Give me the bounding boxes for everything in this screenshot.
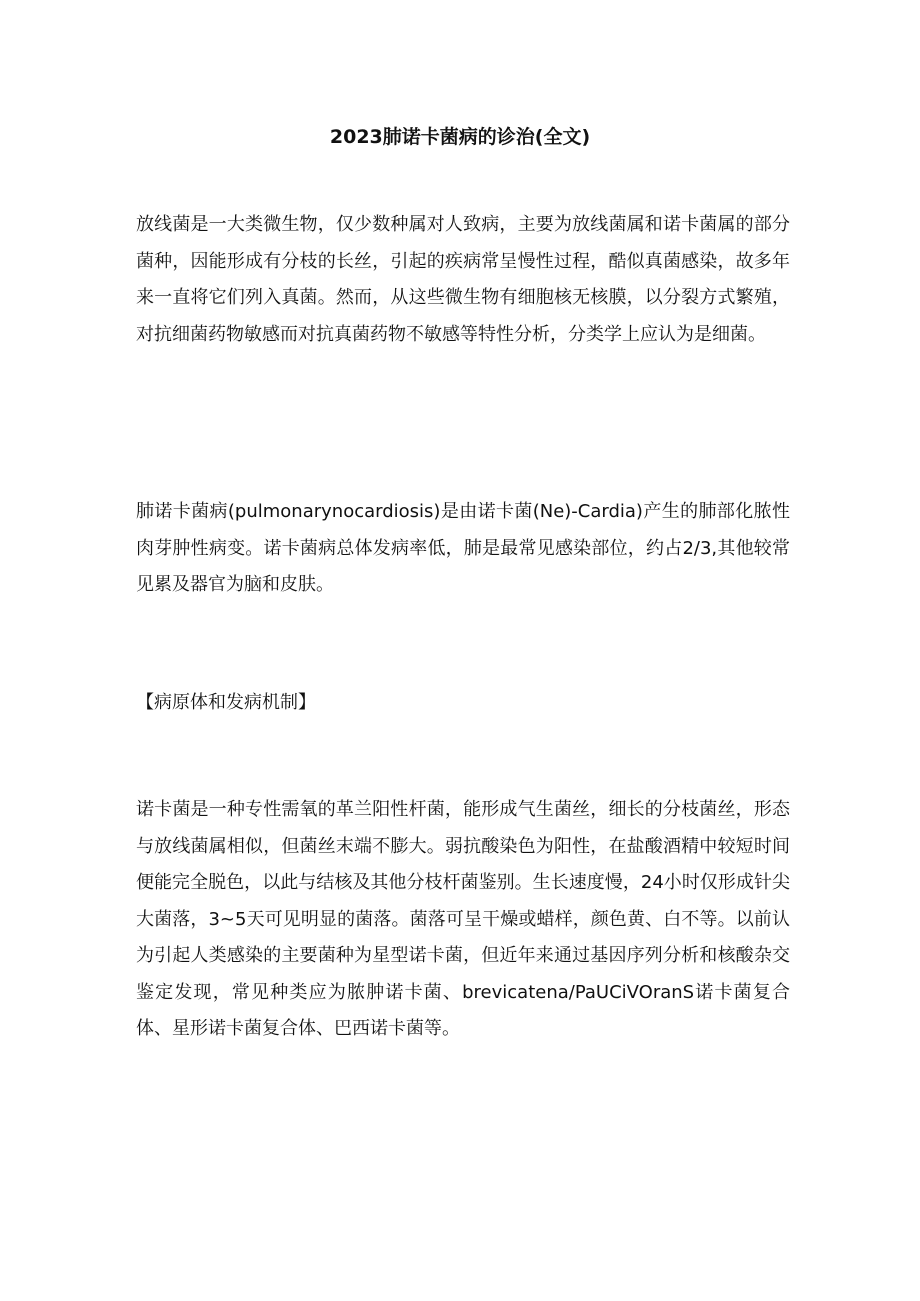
paragraph-actinomycetes-intro: 放线菌是一大类微生物，仅少数种属对人致病，主要为放线菌属和诺卡菌属的部分菌种，因能形成有分枝的长丝，引起的疾病常呈慢性过程，酷似真菌感染，故多年来一直将它们列入真菌。然而，从这些微生物有细胞核无核膜，以分裂方式繁殖，对抗细菌药物敏感而对抗真菌药物不敏感等特性分析，分类学上应认为是细菌。: [136, 214, 790, 345]
paragraph-pathogen-description: 诺卡菌是一种专性需氧的革兰阳性杆菌，能形成气生菌丝，细长的分枝菌丝，形态与放线菌属相似，但菌丝末端不膨大。弱抗酸染色为阳性，在盐酸酒精中较短时间便能完全脱色，以此与结核及其他分枝杆菌鉴别。生长速度慢，24小时仅形成针尖大菌落，3~5天可见明显的菌落。菌落可呈干燥或蜡样，颜色黄、白不等。以前认为引起人类感染的主要菌种为星型诺卡菌，但近年来通过基因序列分析和核酸杂交鉴定发现，常见种类应为脓肿诺卡菌、brevicatena/PaUCiVOranS诺卡菌复合体、星形诺卡菌复合体、巴西诺卡菌等。: [136, 799, 790, 1039]
document-title: 2023肺诺卡菌病的诊治(全文): [329, 126, 591, 148]
paragraph-nocardiosis-definition: 肺诺卡菌病(pulmonarynocardiosis)是由诺卡菌(Ne)-Cardia)产生的肺部化脓性肉芽肿性病变。诺卡菌病总体发病率低，肺是最常见感染部位，约占2/3,其他较常见累及器官为脑和皮肤。: [136, 501, 790, 595]
section-heading-pathogen: 【病原体和发病机制】: [136, 692, 316, 713]
